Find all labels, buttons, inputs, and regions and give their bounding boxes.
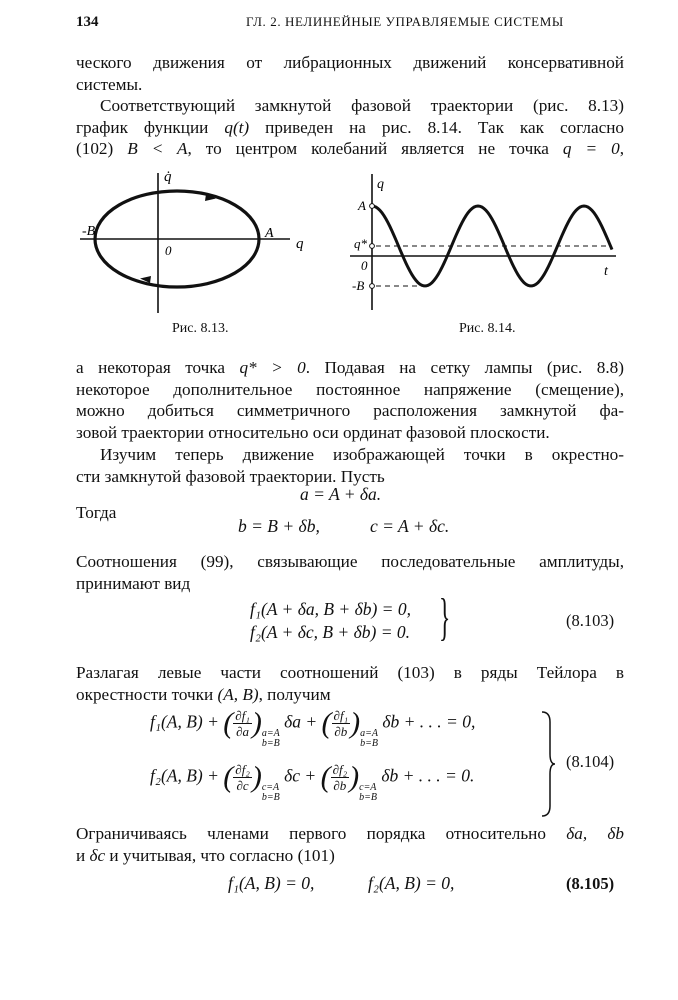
text-line: можно добиться симметричного расположения замкнутой фа- xyxy=(76,401,624,420)
text-line: сти замкнутой фазовой траектории. Пусть xyxy=(76,466,385,486)
minus-b-label: -B xyxy=(352,278,365,293)
paragraph-6 xyxy=(76,662,624,705)
text-line: системы. xyxy=(76,74,143,94)
brace-104 xyxy=(540,710,556,818)
text-line: Разлагая левые части соотношений (103) в ряды Тейлора в xyxy=(76,663,624,682)
text-line: окрестности точки (A, B), получим xyxy=(76,684,331,704)
text-line: и δc и учитывая, что согласно (101) xyxy=(76,845,335,865)
equation-b: b = B + δb, xyxy=(238,516,320,536)
word-togda: Тогда xyxy=(76,503,117,522)
text-line: ческого движения от либрационных движений консервативной xyxy=(76,53,624,72)
paragraph-5 xyxy=(76,551,624,594)
equation-105-part-1: f₁(A, B) = 0, xyxy=(228,873,315,893)
equation-103-number: (8.103) xyxy=(566,611,615,630)
running-title: ГЛ. 2. НЕЛИНЕЙНЫЕ УПРАВЛЯЕМЫЕ СИСТЕМЫ xyxy=(246,14,564,29)
origin-label: 0 xyxy=(361,258,368,273)
q-label: q xyxy=(296,236,304,252)
text-line: зовой траектории относительно оси ординат фазовой плоскости. xyxy=(76,422,550,442)
paragraph-2 xyxy=(76,95,624,160)
text-line: некоторое дополнительное постоянное напряжение (смещение), xyxy=(76,379,624,399)
a-label: A xyxy=(265,226,274,241)
figure-8-14 xyxy=(328,172,628,312)
origin-label: 0 xyxy=(165,243,172,258)
equation-104-line-2: f₂(A, B) + ( $\frac{\text{∂f₂}}{\partial c}$ )c=A b=B δc + ( $\frac{\text{∂f₂}}{\partial b}$ )c=A b=B δb + . . . = 0. xyxy=(150,760,475,803)
text-line: (102) B < A, то центром колебаний является не точка q = 0, xyxy=(76,139,624,158)
equation-a: a = A + δa. xyxy=(300,484,382,504)
q-star-marker xyxy=(370,244,375,249)
paragraph-4 xyxy=(76,444,624,487)
a-marker xyxy=(370,204,375,209)
equation-105-part-2: f₂(A, B) = 0, xyxy=(368,873,455,893)
text-line: график функции q(t) приведен на рис. 8.14. Так как согласно xyxy=(76,117,624,137)
equation-c: c = A + δc. xyxy=(370,516,450,536)
equation-103-line-1: f₁(A + δa, B + δb) = 0, xyxy=(250,599,411,619)
q-star-label: q* xyxy=(354,236,367,251)
paragraph-1 xyxy=(76,52,624,95)
figure-8-14-caption: Рис. 8.14. xyxy=(459,321,516,336)
page-number: 134 xyxy=(76,14,99,30)
text-line: Изучим теперь движение изображающей точки в окрестно- xyxy=(100,445,624,464)
qdot-label: q̇ xyxy=(164,169,172,185)
text-line: Соответствующий замкнутой фазовой траектории (рис. 8.13) xyxy=(100,96,624,115)
text-line: Соотношения (99), связывающие последовательные амплитуды, xyxy=(76,552,624,571)
figure-8-13-caption: Рис. 8.13. xyxy=(172,321,229,336)
figure-8-13 xyxy=(80,165,320,315)
minus-b-label: -B xyxy=(82,224,96,239)
text-line: а некоторая точка q* > 0. Подавая на сетку лампы (рис. 8.8) xyxy=(76,358,624,377)
q-label: q xyxy=(377,177,384,192)
paragraph-7 xyxy=(76,823,624,866)
equation-104-number: (8.104) xyxy=(566,752,615,771)
a-label: A xyxy=(358,198,366,213)
t-label: t xyxy=(604,264,608,279)
running-header xyxy=(76,14,622,34)
text-line: принимают вид xyxy=(76,573,191,593)
equation-104-line-1: f₁(A, B) + ( $\frac{\text{∂f₁}}{\partial a}$ )a=A b=B δa + ( $\frac{\text{∂f₁}}{\partial b}$ )a=A b=B δb + . . . = 0, xyxy=(150,706,476,749)
brace-103: } xyxy=(439,589,451,646)
paragraph-3 xyxy=(76,357,624,443)
equation-103-line-2: f₂(A + δc, B + δb) = 0. xyxy=(250,622,411,642)
minus-b-marker xyxy=(370,284,375,289)
equation-105-number: (8.105) xyxy=(566,874,615,893)
text-line: Ограничиваясь членами первого порядка относительно δa, δb xyxy=(76,824,624,843)
